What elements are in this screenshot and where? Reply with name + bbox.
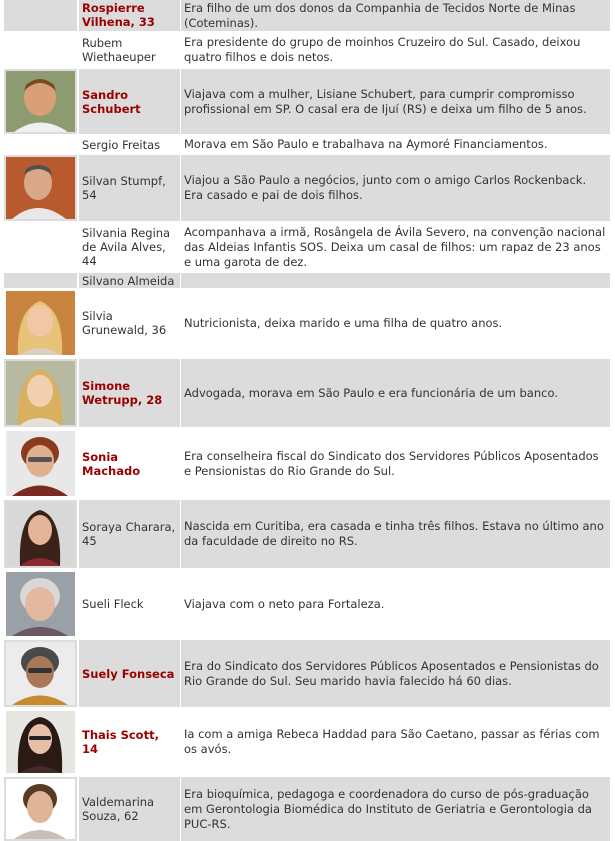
table-row xyxy=(4,223,610,271)
photo-cell xyxy=(4,136,77,153)
victim-name-link[interactable]: Simone Wetrupp, 28 xyxy=(79,359,180,427)
photo-cell xyxy=(4,155,77,221)
victim-description: Era conselheira fiscal do Sindicato dos Servidores Públicos Aposentados e Pensionistas do Rio Grande do Sul. xyxy=(181,429,610,498)
photo-cell xyxy=(4,273,77,288)
victim-name-link[interactable]: Sandro Schubert xyxy=(79,69,180,134)
table-row xyxy=(4,136,610,153)
photo-cell xyxy=(4,359,77,427)
thais-scott-photo xyxy=(6,711,75,773)
victim-description: Acompanhava a irmã, Rosângela de Ávila Severo, na convenção nacional das Aldeias Infantis SOS. Deixa um casal de filhos: um rapaz de 23 anos e uma garota de dez. xyxy=(181,223,610,271)
victim-name: Valdemarina Souza, 62 xyxy=(79,777,180,841)
victim-description: Viajava com o neto para Fortaleza. xyxy=(181,570,610,638)
suely-fonseca-photo xyxy=(6,642,75,705)
victim-name: Soraya Charara, 45 xyxy=(79,500,180,568)
table-row xyxy=(4,69,610,134)
victim-description: Nascida em Curitiba, era casada e tinha três filhos. Estava no último ano da faculdade de direito no RS. xyxy=(181,500,610,568)
photo-cell xyxy=(4,570,77,638)
victim-name-link[interactable]: Suely Fonseca xyxy=(79,640,180,707)
valdemarina-souza-photo xyxy=(6,779,75,839)
photo-cell xyxy=(4,777,77,841)
victim-name: Silvia Grunewald, 36 xyxy=(79,289,180,357)
table-row xyxy=(4,0,610,31)
table-row xyxy=(4,429,610,498)
photo-cell xyxy=(4,0,77,31)
victim-description: Viajava com a mulher, Lisiane Schubert, para cumprir compromisso profissional em SP. O casal era de Ijuí (RS) e deixa um filho de 5 anos. xyxy=(181,69,610,134)
soraya-charara-photo xyxy=(6,502,75,566)
victim-description: Advogada, morava em São Paulo e era funcionária de um banco. xyxy=(181,359,610,427)
victim-description: Morava em São Paulo e trabalhava na Aymoré Financiamentos. xyxy=(181,136,610,153)
photo-cell xyxy=(4,289,77,357)
table-row xyxy=(4,289,610,357)
victim-description: Era bioquímica, pedagoga e coordenadora do curso de pós-graduação em Gerontologia Biomédica do Instituto de Geriatria e Gerontologia da PUC-RS. xyxy=(181,777,610,841)
table-row xyxy=(4,640,610,707)
photo-cell xyxy=(4,640,77,707)
victim-name-link[interactable]: Thais Scott, 14 xyxy=(79,709,180,775)
silvan-stumpf-photo xyxy=(6,157,75,219)
table-row xyxy=(4,155,610,221)
photo-cell xyxy=(4,33,77,67)
table-row xyxy=(4,273,610,288)
victim-name: Silvan Stumpf, 54 xyxy=(79,155,180,221)
victim-name: Sergio Freitas xyxy=(79,136,180,153)
sueli-fleck-photo xyxy=(6,572,75,636)
victim-name: Rubem Wiethaeuper xyxy=(79,33,180,67)
table-row xyxy=(4,359,610,427)
photo-cell xyxy=(4,709,77,775)
table-row xyxy=(4,709,610,775)
victim-name: Silvano Almeida xyxy=(79,273,180,288)
silvia-grunewald-photo xyxy=(6,291,75,355)
victim-description xyxy=(181,273,610,288)
victim-description: Era do Sindicato dos Servidores Públicos Aposentados e Pensionistas do Rio Grande do Sul. Seu marido havia falecido há 60 dias. xyxy=(181,640,610,707)
victim-description: Ia com a amiga Rebeca Haddad para São Caetano, passar as férias com os avós. xyxy=(181,709,610,775)
table-row xyxy=(4,570,610,638)
simone-wetrupp-photo xyxy=(6,361,75,425)
table-row xyxy=(4,500,610,568)
photo-cell xyxy=(4,500,77,568)
photo-cell xyxy=(4,429,77,498)
victim-description: Viajou a São Paulo a negócios, junto com o amigo Carlos Rockenback. Era casado e pai de dois filhos. xyxy=(181,155,610,221)
table-row xyxy=(4,33,610,67)
victim-description: Era presidente do grupo de moinhos Cruzeiro do Sul. Casado, deixou quatro filhos e dois netos. xyxy=(181,33,610,67)
table-row xyxy=(4,777,610,841)
victim-description: Nutricionista, deixa marido e uma filha de quatro anos. xyxy=(181,289,610,357)
victim-description: Era filho de um dos donos da Companhia de Tecidos Norte de Minas (Coteminas). xyxy=(181,0,610,31)
victim-name-link[interactable]: Rospierre Vilhena, 33 xyxy=(79,0,180,31)
sonia-machado-photo xyxy=(6,431,75,496)
victim-name-link[interactable]: Sonia Machado xyxy=(79,429,180,498)
sandro-schubert-photo xyxy=(6,71,75,132)
victim-name: Silvania Regina de Avila Alves, 44 xyxy=(79,223,180,271)
photo-cell xyxy=(4,69,77,134)
photo-cell xyxy=(4,223,77,271)
victim-name: Sueli Fleck xyxy=(79,570,180,638)
